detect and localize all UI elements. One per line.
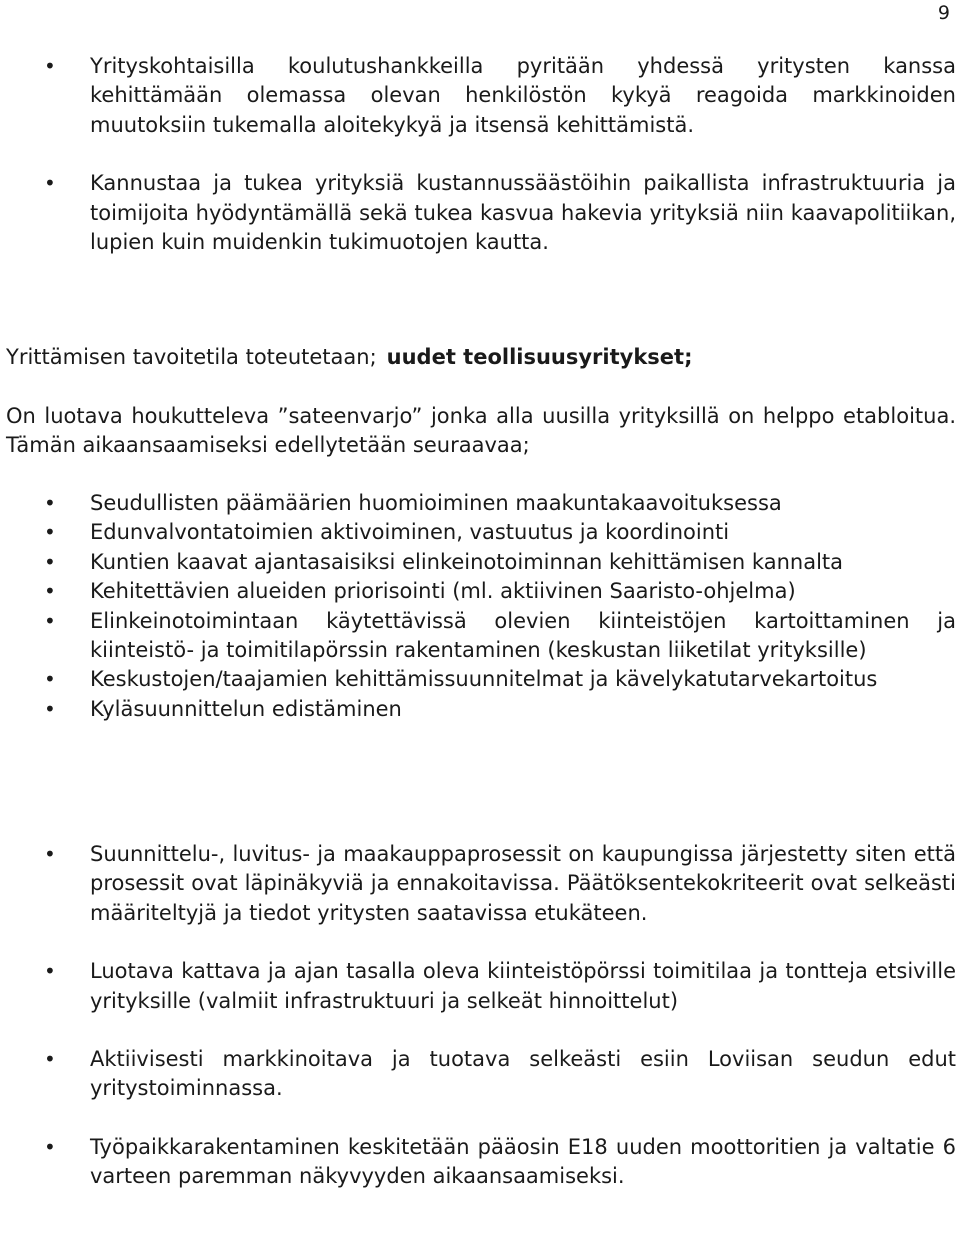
heading-emphasis: uudet teollisuusyritykset;	[386, 345, 693, 369]
list-item: • Kannustaa ja tukea yrityksiä kustannussäästöihin paikallista infrastruktuuria ja toimijoita hyödyntämällä sekä tukea kasvua hakevia yrityksiä niin kaavapolitiikan, lupien kuin muidenkin tukimuotojen kautta.	[6, 169, 956, 257]
list-item: • Kehitettävien alueiden priorisointi (ml. aktiivinen Saaristo-ohjelma)	[6, 577, 956, 606]
list-item: • Elinkeinotoimintaan käytettävissä olevien kiinteistöjen kartoittaminen ja kiinteistö- ja toimitilapörssin rakentaminen (keskustan liiketilat yrityksille)	[6, 607, 956, 666]
heading-prefix: Yrittämisen tavoitetila toteutetaan;	[6, 345, 377, 369]
list-item: • Suunnittelu-, luvitus- ja maakauppaprosessit on kaupungissa järjestetty siten että prosessit ovat läpinäkyviä ja ennakoitavissa. Päätöksentekokriteerit ovat selkeästi määriteltyjä ja tiedot yritysten saatavissa etukäteen.	[6, 840, 956, 928]
list-item: • Kuntien kaavat ajantasaisiksi elinkeinotoiminnan kehittämisen kannalta	[6, 548, 956, 577]
list-item: • Keskustojen/taajamien kehittämissuunnitelmat ja kävelykatutarvekartoitus	[6, 665, 956, 694]
list-item: • Luotava kattava ja ajan tasalla oleva kiinteistöpörssi toimitilaa ja tontteja etsiville yrityksille (valmiit infrastruktuuri ja selkeät hinnoittelut)	[6, 957, 956, 1016]
list-item: • Yrityskohtaisilla koulutushankkeilla pyritään yhdessä yritysten kanssa kehittämään olemassa olevan henkilöstön kykyä reagoida markkinoiden muutoksiin tukemalla aloitekykyä ja itsensä kehittämistä.	[6, 52, 956, 140]
top-bullet-list	[6, 52, 956, 257]
target-heading	[6, 343, 956, 372]
list-item: • Edunvalvontatoimien aktivoiminen, vastuutus ja koordinointi	[6, 518, 956, 547]
list-item: • Aktiivisesti markkinoitava ja tuotava selkeästi esiin Loviisan seudun edut yritystoiminnassa.	[6, 1045, 956, 1104]
requirements-list	[6, 489, 956, 724]
list-item: • Kyläsuunnittelun edistäminen	[6, 695, 956, 724]
list-item: • Seudullisten päämäärien huomioiminen maakuntakaavoituksessa	[6, 489, 956, 518]
page-number: 9	[937, 2, 950, 24]
intro-paragraph: On luotava houkutteleva ”sateenvarjo” jonka alla uusilla yrityksillä on helppo etabloitua. Tämän aikaansaamiseksi edellytetään seuraavaa;	[6, 404, 956, 458]
bottom-bullet-list	[6, 840, 956, 1192]
list-item: • Työpaikkarakentaminen keskitetään pääosin E18 uuden moottoritien ja valtatie 6 varteen paremman näkyvyyden aikaansaamiseksi.	[6, 1133, 956, 1192]
